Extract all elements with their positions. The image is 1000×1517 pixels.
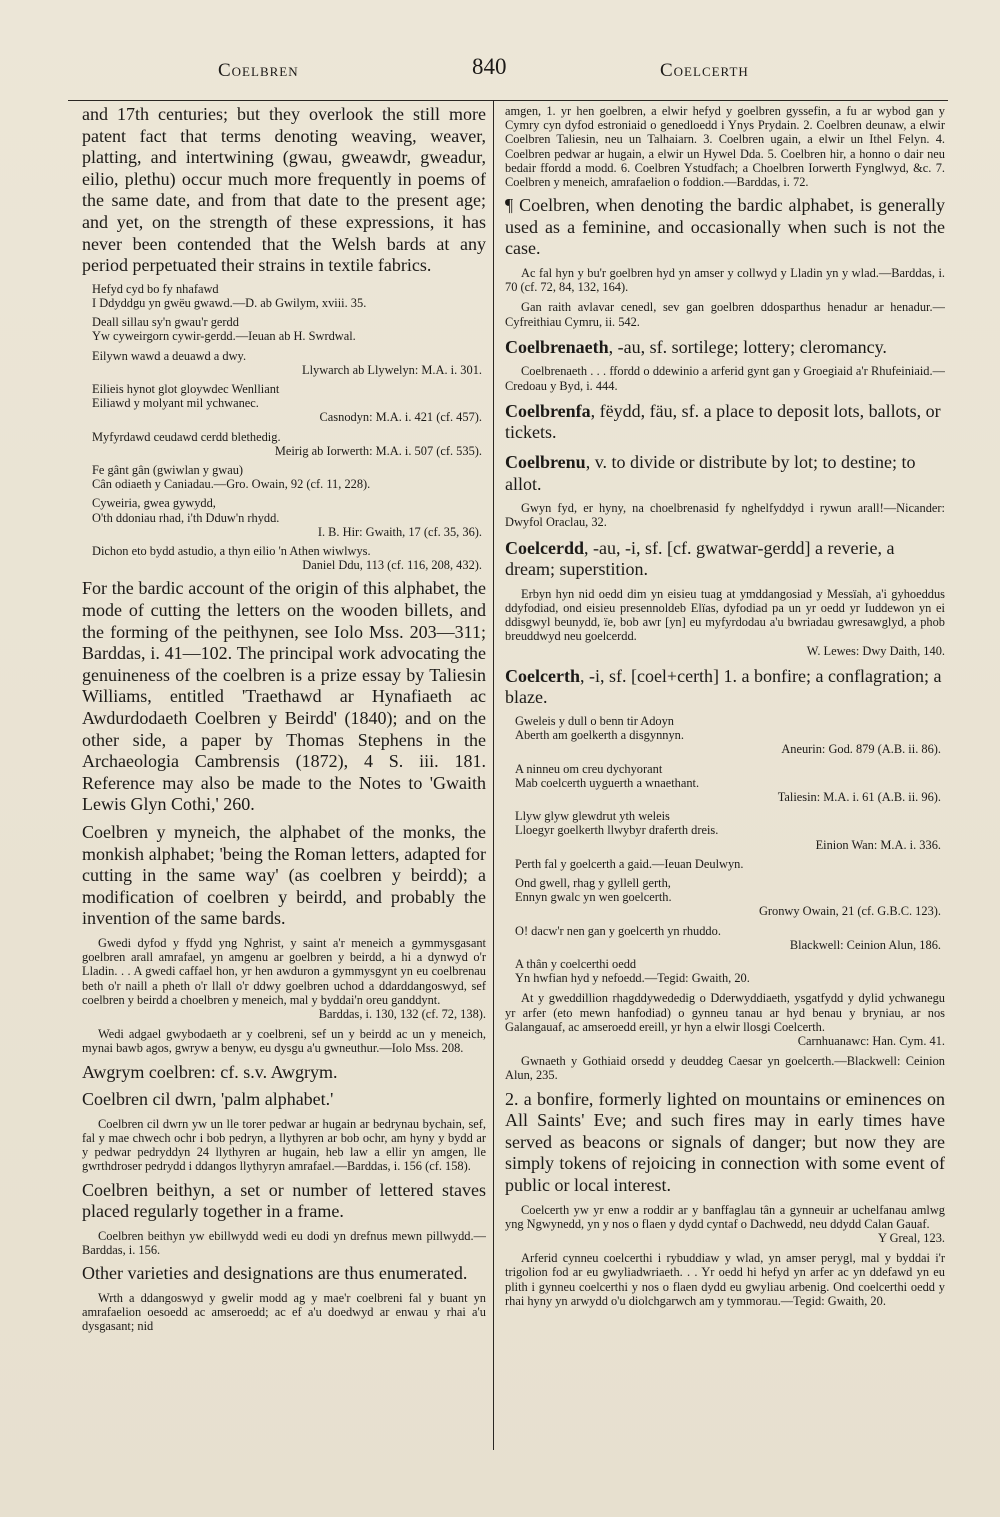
entry-citation: Coelbrenaeth . . . ffordd o ddewinio a arferid gynt gan y Groegiaid a'r Rhufeiniaid.—Credoau y Byd, i. 444. <box>505 364 945 393</box>
right-column <box>505 104 945 1454</box>
quote-line: Dichon eto bydd astudio, a thyn eilio 'n Athen wiwlwys. <box>92 544 371 558</box>
quote-line: Yw cyweirgorn cywir-gerdd.—Ieuan ab H. Swrdwal. <box>92 329 356 344</box>
quote-line: O! dacw'r nen gan y goelcerth yn rhuddo. <box>515 923 721 938</box>
left-citation-5: Wedi adgael gwybodaeth ar y coelbreni, sef un y beirdd ac un y meneich, mynai bawb agos, gwryw a benyw, eu dysgu a'u gwneuthur.—Iolo Mss. 208. <box>82 1027 486 1056</box>
quote-line: Perth fal y goelcerth a gaid.—Ieuan Deulwyn. <box>515 856 744 871</box>
left-column <box>82 104 486 1454</box>
quote-line: Deall sillau sy'n gwau'r gerdd <box>92 315 239 330</box>
quotation <box>82 382 486 425</box>
quotation <box>82 496 486 539</box>
entry-definition: , fëydd, fäu, sf. a place to deposit lots, ballots, or tickets. <box>505 400 941 443</box>
headword: Coelcerth <box>505 665 580 686</box>
headword: Coelbrenfa <box>505 400 591 421</box>
quotation <box>82 349 486 377</box>
quote-line: Aberth am goelkerth a disgynnyn. <box>515 728 684 743</box>
quote-line: Ennyn gwalc yn wen goelcerth. <box>515 890 672 905</box>
quote-line: Cân odiaeth y Caniadau.—Gro. Owain, 92 (cf. 11, 228). <box>92 477 371 492</box>
left-citation-12: Wrth a ddangoswyd y gwelir modd ag y mae'r coelbreni fal y buant yn amrafaelion oesoedd ac amseroedd; ac ef a'u doedwyd ar enwau y rhai a'u dysgasant; nid <box>82 1290 486 1334</box>
left-citation-4 <box>82 936 486 1021</box>
left-citation-8: Coelbren cil dwrn yw un lle torer pedwar ar hugain ar bedrynau bychain, sef, fal y mae chwech ochr i bob pedryn, a llythyren ar bob ochr, am hyny y bydd ar y pedwar pedryddyn 24 llythyren ar hugain, heb law a ellir yn amgen, lle gwrthdroser pedrydd i ddangos llythyryn amrafael.—Barddas, i. 156 (cf. 158). <box>82 1116 486 1174</box>
right-citation-8 <box>505 991 945 1048</box>
quotation <box>82 463 486 491</box>
quotation <box>82 544 486 572</box>
left-paragraph-11: Other varieties and designations are thus enumerated. <box>82 1263 468 1284</box>
quote-line: Fe gânt gân (gwiwlan y gwau) <box>92 462 244 477</box>
quote-source: Meirig ab Iorwerth: M.A. i. 507 (cf. 535). <box>274 443 482 458</box>
quotation <box>82 282 486 310</box>
running-header <box>0 54 1000 94</box>
entry-definition: , v. to divide or distribute by lot; to destine; to allot. <box>505 452 916 494</box>
entry-coelbrenfa <box>505 401 945 444</box>
quote-line: Llyw glyw glewdrut yth weleis <box>515 809 670 824</box>
right-citation-10 <box>505 1203 945 1246</box>
entry-citation <box>505 587 945 658</box>
quote-line: Cyweiria, gwea gywydd, <box>92 496 216 511</box>
quote-source: Llywarch ab Llywelyn: M.A. i. 301. <box>302 362 482 377</box>
quote-line: Lloegyr goelkerth llwybyr draferth dreis. <box>515 823 719 838</box>
left-citation-10: Coelbren beithyn yw ebillwydd wedi eu dodi yn drefnus mewn pillwydd.—Barddas, i. 156. <box>82 1228 486 1257</box>
left-paragraph-1: and 17th centuries; but they overlook the still more patent fact that terms denoting weaving, weaver, platting, and intertwining (gwau, gweawdr, gweadur, eilio, plethu) occur much more frequently in poems of the same date, and from that date to the present age; and yet, on the strength of these expressions, it has never been contended that the Welsh bards at any period perpetuated their strains in textile fabrics. <box>82 104 486 276</box>
right-citation-3: Ac fal hyn y bu'r goelbren hyd yn amser y collwyd y Lladin yn y wlad.—Barddas, i. 70 (cf. 72, 84, 132, 164). <box>505 266 945 295</box>
quotation <box>505 924 945 952</box>
citation-text: Gwedi dyfod y ffydd yng Nghrist, y saint a'r meneich a gymmysgasant goelbren arall amrafael, yn amgenu ar goelbren y beirdd, a hi a dynwyd o'r Lladin. . . A gwedi caffael hon, yr hen awduron a gymmysgynt yn eu coelbrenau beth o'r naill a pheth o'r llall o'r ddwy goelbren uchod a ddarddangoswyd, sef coelbren y beirdd a choelbren y meneich, mal y byddai'n oreu ganddynt. <box>82 935 486 1007</box>
quotation <box>505 762 945 805</box>
quote-line: Ond gwell, rhag y gyllell gerth, <box>515 876 671 891</box>
quote-source: Aneurin: God. 879 (A.B. ii. 86). <box>781 742 941 757</box>
right-citation-9: Gwnaeth y Gothiaid orsedd y deuddeg Caesar yn goelcerth.—Blackwell: Ceinion Alun, 235. <box>505 1054 945 1083</box>
entry-coelbrenu <box>505 452 945 495</box>
quotation <box>82 315 486 343</box>
right-paragraph-2: ¶ Coelbren, when denoting the bardic alphabet, is generally used as a feminine, and occasionally when such is not the case. <box>505 195 945 259</box>
left-paragraph-6: Awgrym coelbren: cf. s.v. Awgrym. <box>82 1061 338 1082</box>
header-right-word: Coelcerth <box>660 60 749 81</box>
quotation <box>505 714 945 757</box>
entry-coelcerdd <box>505 538 945 581</box>
entry-coelcerth <box>505 666 945 709</box>
headword: Coelbrenaeth <box>505 336 609 357</box>
citation-text: At y gweddillion rhagddywededig o Dderwyddiaeth, ysgatfydd y dylid ychwanegu yr arfer (eto mewn hanfodiad) o gynneu tanau ar hyd benau y bryniau, ar nos Galangauaf, ac amseroedd ereill, yr hyn a elwir llosgi Coelcerth. <box>505 991 945 1034</box>
quote-source: Daniel Ddu, 113 (cf. 116, 208, 432). <box>302 558 482 573</box>
quote-line: A thân y coelcerthi oedd <box>515 957 637 972</box>
right-citation-4: Gan raith avlavar cenedl, sev gan goelbren ddosparthus henadur ar henadur.—Cyfreithiau Cymru, ii. 542. <box>505 300 945 329</box>
header-rule <box>68 100 948 101</box>
quote-source: Taliesin: M.A. i. 61 (A.B. ii. 96). <box>777 790 941 804</box>
quotation <box>82 430 486 458</box>
right-citation-11: Arferid cynneu coelcerthi i rybuddiaw y wlad, yn amser perygl, mal y byddai i'r trigolion fod ar eu gwyliadwriaeth. . . Yr oedd hi hefyd yn arfer ac yn ddefawd yn eu plith i gynneu coelcerthi y nos o flaen dydd eu gwyliau arbenig. Ond coelcerthi oedd y rhai hyny yn arwydd o'u diolchgarwch am y tymmorau.—Tegid: Gwaith, 20. <box>505 1251 945 1308</box>
quote-line: Eilieis hynot glot gloywdec Wenlliant <box>92 381 280 396</box>
entry-citation: Gwyn fyd, er hyny, na choelbrenasid fy nghelfyddyd i rywun arall!—Nicander: Dwyfol Oraclau, 32. <box>505 501 945 530</box>
header-left-word: Coelbren <box>218 60 299 81</box>
entry-definition: , -i, sf. [coel+certh] 1. a bonfire; a conflagration; a blaze. <box>505 665 942 708</box>
quote-line: Gweleis y dull o benn tir Adoyn <box>515 713 674 728</box>
entry-definition: , -au, sf. sortilege; lottery; cleromancy. <box>608 336 887 357</box>
quote-source: Einion Wan: M.A. i. 336. <box>815 837 941 852</box>
left-paragraph-2: For the bardic account of the origin of this alphabet, the mode of cutting the letters on the wooden billets, and the forming of the peithynen, see Iolo Mss. 203—311; Barddas, i. 41—102. The principal work advocating the genuineness of the coelbren is a prize essay by Taliesin Williams, entitled 'Traethawd ar Hynafiaeth ac Awdurdodaeth Coelbren y Beirdd' (1840); and on the other side, a paper by Thomas Stephens in the Archaeologia Cambrensis (1872), 4 S. iii. 181. Reference may also be made to the Notes to 'Gwaith Lewis Glyn Cothi,' 260. <box>82 578 486 815</box>
quote-line: A ninneu om creu dychyorant <box>515 761 663 776</box>
entry-definition: , -au, -i, sf. [cf. gwatwar-gerdd] a reverie, a dream; superstition. <box>505 537 895 580</box>
quote-line: Eiliawd y molyant mil ychwanec. <box>92 396 259 411</box>
quote-line: Myfyrdawd ceudawd cerdd blethedig. <box>92 429 281 444</box>
column-divider <box>493 100 494 1450</box>
left-paragraph-3: Coelbren y myneich, the alphabet of the monks, the monkish alphabet; 'being the Roman letters, adapted for cutting in the same way' (as coelbren y beirdd); a modification of coelbren y beirdd, and probably the invention of the same bards. <box>82 821 486 929</box>
sense-2: 2. a bonfire, formerly lighted on mountains or eminences on All Saints' Eve; and such fires may in early times have served as beacons or signals of danger; but now they are simply tokens of rejoicing in connection with some event of public or local interest. <box>505 1088 945 1196</box>
quote-line: O'th ddoniau rhad, i'th Dduw'n rhydd. <box>92 510 280 525</box>
entry-coelbrenaeth <box>505 337 945 359</box>
right-citation-1: amgen, 1. yr hen goelbren, a elwir hefyd y goelbren gyssefin, a fu ar wybod gan y Cymry cyn dyfod estroniaid o genedloedd i Ynys Prydain. 2. Coelbren deunaw, a elwir Coelbren Taliesin, neu un Talhaiarn. 3. Coelbren ugain, a elwir un Ithel Felyn. 4. Coelbren pedwar ar hugain, a elwir un Hywel Dda. 5. Coelbren hir, a honno o dair neu bedair ffordd a modd. 6. Coelbren Ystudfach; a Choelbren Iorwerth Fynglwyd, &c. 7. Coelbren y meneich, amrafaelion o foddion.—Barddas, i. 72. <box>505 104 945 190</box>
citation-source: Barddas, i. 130, 132 (cf. 72, 138). <box>318 1006 486 1021</box>
left-paragraph-9: Coelbren beithyn, a set or number of lettered staves placed regularly together in a frame. <box>82 1179 486 1222</box>
citation-source: Y Greal, 123. <box>878 1231 945 1246</box>
headword: Coelbrenu <box>505 452 586 472</box>
quote-source: Gronwy Owain, 21 (cf. G.B.C. 123). <box>758 904 941 919</box>
citation-text: Coelcerth yw yr enw a roddir ar y banffaglau tân a gynneuir ar uchelfanau amlwg yng Ngwynedd, yn y nos o flaen y dydd cyntaf o Dachwedd, neu ddydd Calan Gauaf. <box>505 1202 945 1231</box>
quote-line: Eilywn wawd a deuawd a dwy. <box>92 348 247 363</box>
quote-line: Yn hwfian hyd y nefoedd.—Tegid: Gwaith, 20. <box>515 971 750 986</box>
quotation <box>505 957 945 985</box>
citation-source: W. Lewes: Dwy Daith, 140. <box>806 643 945 658</box>
quote-line: I Ddyddgu yn gwëu gwawd.—D. ab Gwilym, xviii. 35. <box>92 295 367 310</box>
headword: Coelcerdd <box>505 537 584 558</box>
quotation <box>505 809 945 852</box>
quotation <box>505 876 945 919</box>
citation-text: Erbyn hyn nid oedd dim yn eisieu tuag at ymddangosiad y Messïah, a'i gyhoeddus ddyfodiad, ond eisieu presennoldeb Elïas, dyfodiad pa un yr oedd yr Iuddewon yn ei ddisgwyl beunydd, ïe, bob awr [yn] eu myfyrdodau a'u bwriadau gwresawglyd, a phob breuddwyd neu goelcerdd. <box>505 586 945 644</box>
quote-line: Mab coelcerth uyguerth a wnaethant. <box>515 775 700 790</box>
left-paragraph-7: Coelbren cil dwrn, 'palm alphabet.' <box>82 1089 334 1110</box>
quotation <box>505 857 945 871</box>
quote-source: Blackwell: Ceinion Alun, 186. <box>789 937 941 952</box>
page-number: 840 <box>472 54 507 79</box>
quote-line: Hefyd cyd bo fy nhafawd <box>92 281 219 296</box>
citation-source: Carnhuanawc: Han. Cym. 41. <box>797 1034 945 1049</box>
quote-source: Casnodyn: M.A. i. 421 (cf. 457). <box>319 410 482 425</box>
quote-source: I. B. Hir: Gwaith, 17 (cf. 35, 36). <box>317 524 482 539</box>
